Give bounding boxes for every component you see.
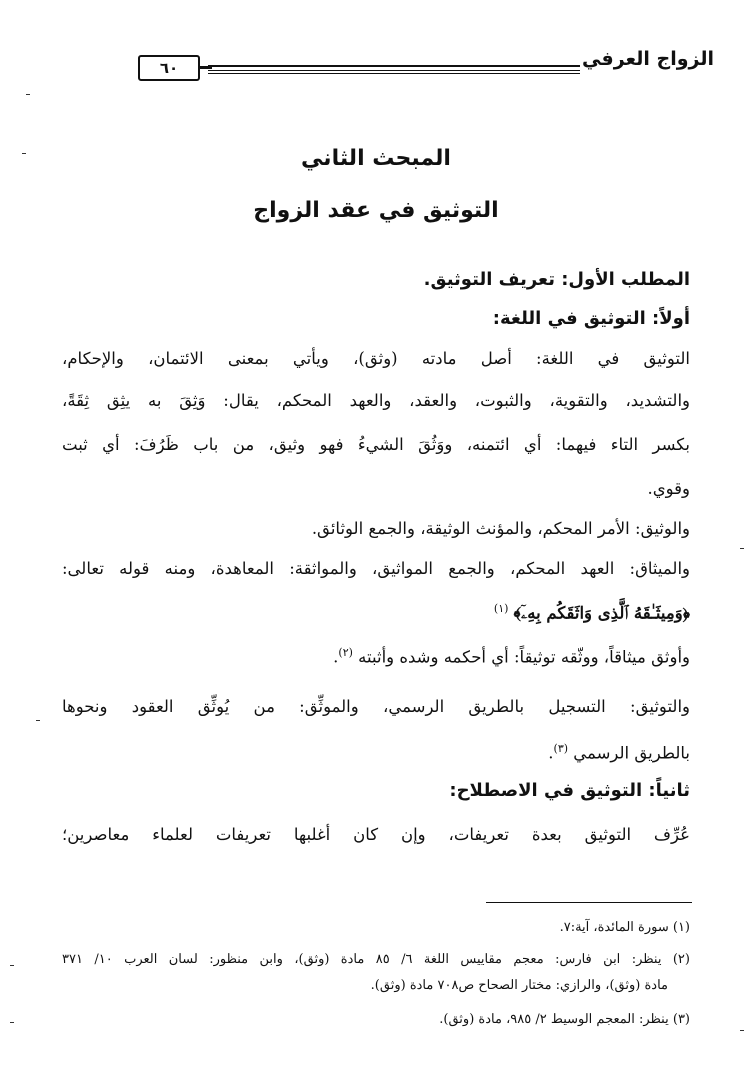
paragraph-line: والميثاق: العهد المحكم، والجمع المواثيق، والمواثقة: المعاهدة، ومنه قوله تعالى:	[62, 559, 690, 578]
footnote: مادة (وثق)، والرازي: مختار الصحاح ص٧٠٨ مادة (وثق).	[370, 978, 668, 993]
margin-mark	[740, 548, 744, 549]
first-subheading: أولاً: التوثيق في اللغة:	[492, 308, 690, 329]
section-subheading: التوثيق في عقد الزواج	[253, 198, 499, 223]
matlab-heading: المطلب الأول: تعريف التوثيق.	[423, 269, 690, 290]
paragraph-text: وأوثق ميثاقاً، ووثّقه توثيقاً: أي أحكمه وشده وأثبته	[358, 647, 690, 667]
margin-mark	[10, 965, 14, 966]
section-heading: المبحث الثاني	[301, 146, 451, 171]
paragraph-text: بالطريق الرسمي	[573, 743, 690, 763]
page-number: ٦٠	[138, 55, 200, 81]
footnote: (٣) ينظر: المعجم الوسيط ٢/ ٩٨٥، مادة (وثق).	[439, 1012, 690, 1027]
quran-verse-line	[62, 596, 690, 627]
paragraph-end: .	[548, 743, 554, 763]
footnote-marker: (٣)	[553, 742, 569, 755]
running-header	[40, 46, 720, 86]
margin-mark	[10, 1022, 14, 1023]
paragraph-line: التوثيق في اللغة: أصل مادته (وثق)، ويأتي بمعنى الائتمان، والإحكام،	[62, 349, 690, 368]
margin-mark	[36, 720, 40, 721]
header-rule	[208, 73, 580, 74]
footnote: (١) سورة المائدة، آية:٧.	[559, 920, 690, 935]
paragraph-line: والتوثيق: التسجيل بالطريق الرسمي، والموثِّق: من يُوثِّق العقود ونحوها	[62, 697, 690, 716]
margin-mark	[22, 153, 26, 154]
margin-mark	[740, 1030, 744, 1031]
running-title: الزواج العرفي	[582, 48, 714, 70]
page-number-connector	[200, 66, 212, 69]
second-subheading: ثانياً: التوثيق في الاصطلاح:	[449, 780, 690, 801]
header-rule	[208, 70, 580, 71]
paragraph-line: وقوي.	[647, 479, 690, 498]
paragraph-end: .	[333, 647, 339, 667]
footnote-marker: (٢)	[338, 646, 353, 659]
paragraph-line	[62, 736, 690, 767]
quran-verse: ﴿وَمِيثَـٰقَهُ ٱلَّذِى وَاثَقَكُم بِهِۦٓ﴾	[513, 603, 690, 623]
footnote: (٢) ينظر: ابن فارس: معجم مقاييس اللغة ٦/ ٨٥ مادة (وثق)، وابن منظور: لسان العرب ١٠/ ٣٧١	[62, 952, 690, 967]
footnote-marker: (١)	[493, 602, 509, 615]
paragraph-line	[62, 640, 690, 671]
paragraph-line: والوثيق: الأمر المحكم، والمؤنث الوثيقة، والجمع الوثائق.	[311, 519, 690, 538]
paragraph-line: والتشديد، والتقوية، والثبوت، والعقد، والعهد المحكم، يقال: وَثِقَ به يثِق ثِقَةً،	[62, 391, 690, 410]
footnote-separator	[486, 902, 692, 903]
header-rule	[208, 65, 580, 67]
margin-mark	[26, 94, 30, 95]
paragraph-line: بكسر التاء فيهما: أي ائتمنه، ووَثُقَ الشيءُ فهو وثيق، من باب ظَرُفَ: أي ثبت	[62, 435, 690, 454]
paragraph-line: عُرِّف التوثيق بعدة تعريفات، وإن كان أغلبها تعريفات لعلماء معاصرين؛	[62, 825, 690, 844]
